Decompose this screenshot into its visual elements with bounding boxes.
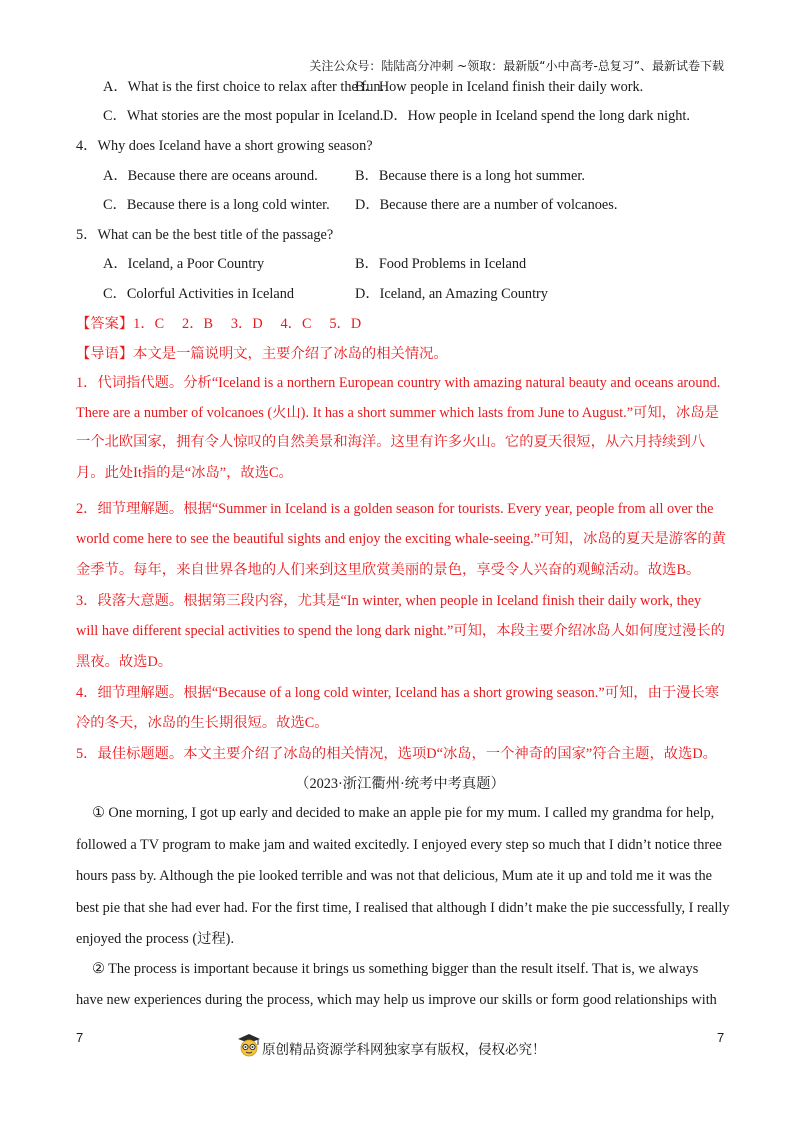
passage-line: ① One morning, I got up early and decided to make an apple pie for my mum. I called my grandma for help,	[92, 805, 715, 821]
q4-option-row-1	[103, 166, 751, 186]
passage-line: hours pass by. Although the pie looked terrible and was not that delicious, Mum ate it up and told me it was the	[76, 868, 712, 884]
explanation-line: 2．细节理解题。根据“Summer in Iceland is a golden season for tourists. Every year, people from all over the	[76, 501, 714, 517]
q3-option-row-1	[103, 77, 751, 97]
explanation-line: There are a number of volcanoes (火山). It has a short summer which lasts from June to August.”可知，冰岛是	[76, 405, 719, 421]
q5-option-b: B．Food Problems in Iceland	[355, 256, 527, 272]
q5-option-row-1	[103, 254, 751, 274]
explanation-line: 3．段落大意题。根据第三段内容，尤其是“In winter, when people in Iceland finish their daily work, they	[76, 593, 702, 609]
passage-line: have new experiences during the process, which may help us improve our skills or form good relationships with	[76, 992, 717, 1008]
q3-option-c: C．What stories are the most popular in Iceland.	[103, 108, 384, 124]
source-line: （2023·浙江衢州·统考中考真题）	[295, 776, 505, 792]
copyright-notice: 原创精品资源学科网独家享有版权，侵权必究！	[262, 1042, 546, 1058]
answer-line: 【答案】1．C 2．B 3．D 4．C 5．D	[76, 316, 362, 332]
passage-line: followed a TV program to make jam and waited excitedly. I enjoyed every step so much that I didn’t notice three	[76, 837, 722, 853]
q4-option-c: C．Because there is a long cold winter.	[103, 197, 330, 213]
page-number-right: 7	[717, 1030, 725, 1045]
q4-option-a: A．Because there are oceans around.	[103, 168, 318, 184]
passage-line: ② The process is important because it brings us something bigger than the result itself. That is, we always	[92, 961, 699, 977]
explanation-line: 金季节。每年，来自世界各地的人们来到这里欣赏美丽的景色，享受令人兴奋的观鲸活动。故选B。	[76, 562, 701, 578]
scholar-logo-icon	[236, 1033, 262, 1057]
q4-option-d: D．Because there are a number of volcanoes.	[355, 197, 618, 213]
passage-line: best pie that she had ever had. For the first time, I realised that although I didn’t make the pie successfully, I really	[76, 900, 730, 916]
q4-option-row-2	[103, 195, 751, 215]
q5-option-row-2	[103, 284, 751, 304]
explanation-line: 5．最佳标题题。本文主要介绍了冰岛的相关情况，选项D“冰岛，一个神奇的国家”符合主题，故选D。	[76, 746, 717, 762]
page-header: 关注公众号：陆陆高分冲刺 ~领取：最新版“小中高考-总复习”、最新试卷下载	[309, 59, 724, 73]
explanation-line: 月。此处It指的是“冰岛”，故选C。	[76, 465, 293, 481]
q3-option-b: B．How people in Iceland finish their daily work.	[355, 79, 644, 95]
q3-option-a: A．What is the first choice to relax after the fun.	[103, 79, 385, 95]
q3-option-d: D．How people in Iceland spend the long dark night.	[383, 108, 690, 124]
explanation-line: 黑夜。故选D。	[76, 654, 173, 670]
explanation-line: world come here to see the beautiful sights and enjoy the exciting whale-seeing.”可知，冰岛的夏天是游客的黄	[76, 531, 726, 547]
q4-stem: 4．Why does Iceland have a short growing season?	[76, 138, 373, 154]
q4-option-b: B．Because there is a long hot summer.	[355, 168, 585, 184]
q5-option-a: A．Iceland, a Poor Country	[103, 256, 265, 272]
explanation-line: 4．细节理解题。根据“Because of a long cold winter, Iceland has a short growing season.”可知，由于漫长寒	[76, 685, 720, 701]
passage-line: enjoyed the process (过程).	[76, 931, 235, 947]
explanation-line: 1．代词指代题。分析“Iceland is a northern European country with amazing natural beauty and oceans around.	[76, 375, 721, 391]
guide-line: 【导语】本文是一篇说明文，主要介绍了冰岛的相关情况。	[76, 346, 448, 362]
explanation-line: will have different special activities to spend the long dark night.”可知，本段主要介绍冰岛人如何度过漫长的	[76, 623, 725, 639]
explanation-line: 冷的冬天，冰岛的生长期很短。故选C。	[76, 715, 329, 731]
q5-stem: 5．What can be the best title of the passage?	[76, 227, 334, 243]
q3-option-row-2	[103, 106, 751, 126]
explanation-line: 一个北欧国家，拥有令人惊叹的自然美景和海洋。这里有许多火山。它的夏天很短，从六月持续到八	[76, 434, 706, 450]
q5-option-c: C．Colorful Activities in Iceland	[103, 286, 294, 302]
q5-option-d: D．Iceland, an Amazing Country	[355, 286, 548, 302]
page-number-left: 7	[76, 1030, 84, 1045]
